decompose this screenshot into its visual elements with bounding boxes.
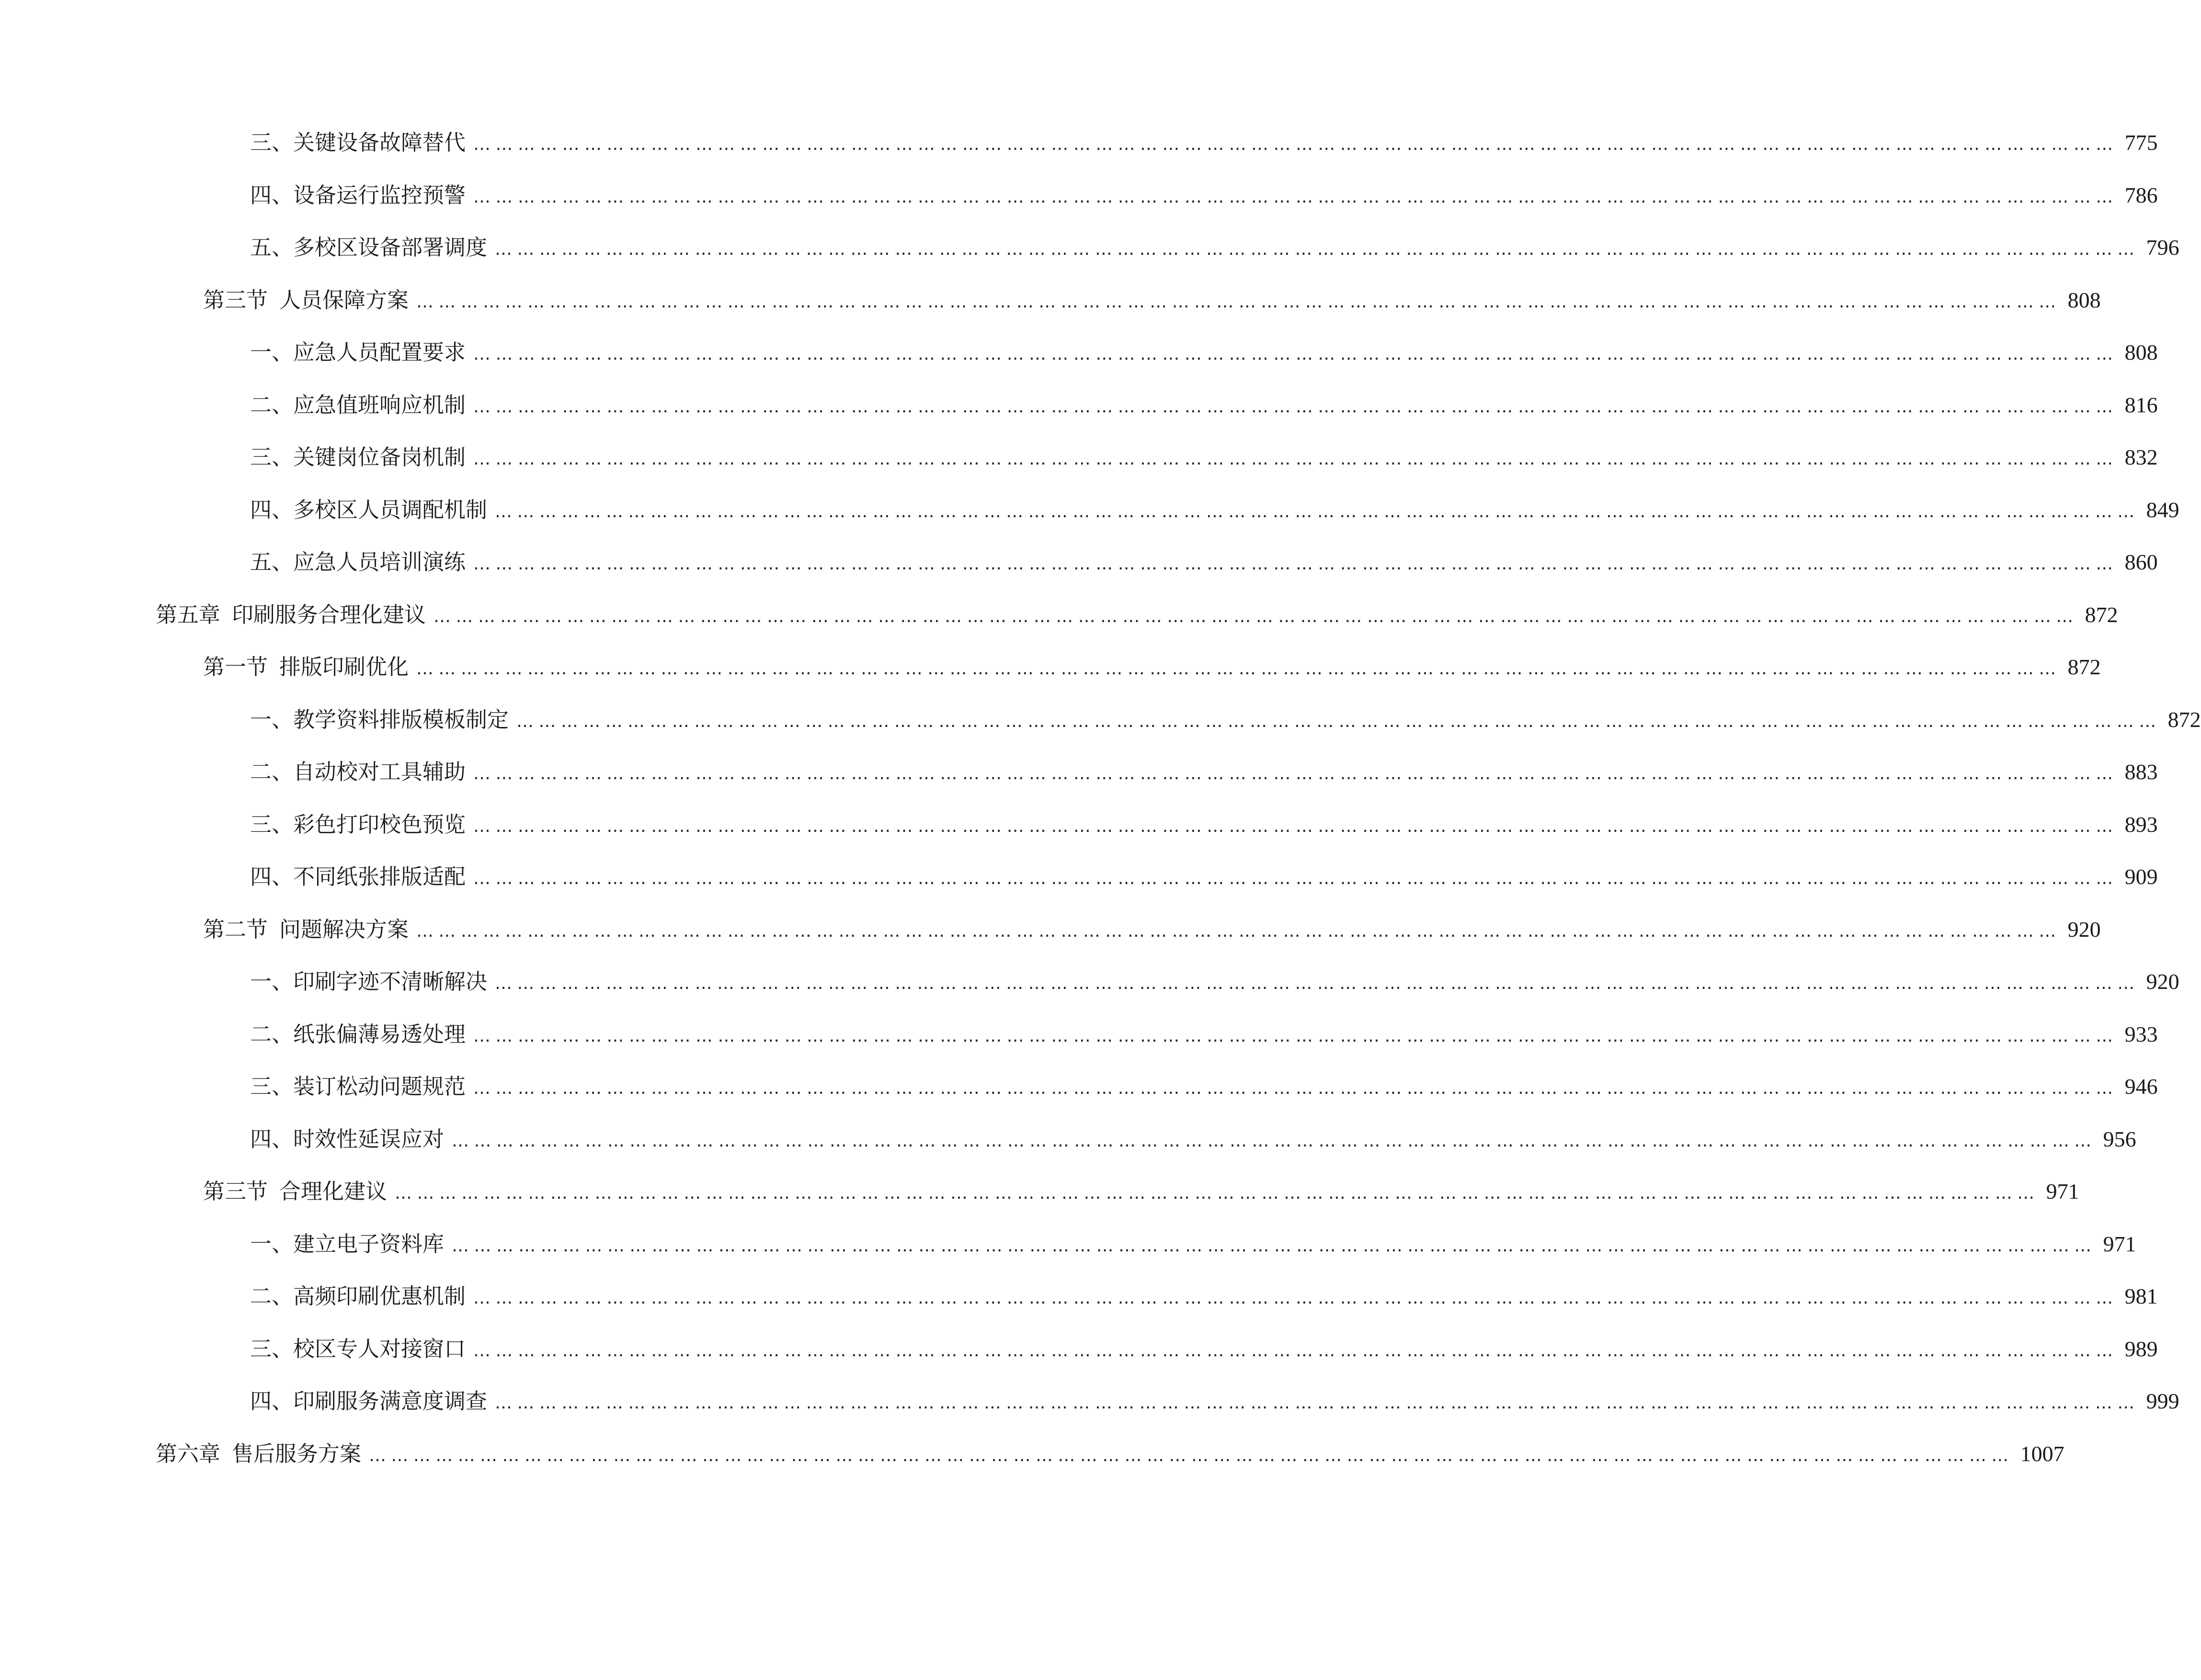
toc-entry-title: 关键岗位备岗机制 <box>293 444 466 470</box>
toc-entry-number: 第三节 <box>203 287 268 313</box>
dot-leader: …………………………………………………………………………………………………………………………………………………………………………………………………… <box>495 974 2140 993</box>
dot-leader: …………………………………………………………………………………………………………………………………………………………………………………………………… <box>473 554 2118 574</box>
toc-entry-number: 四、 <box>250 1388 294 1414</box>
toc-entry-page-number: 860 <box>2124 550 2158 574</box>
dot-leader: …………………………………………………………………………………………………………………………………………………………………………………………………… <box>473 449 2118 469</box>
toc-entry[interactable] <box>250 493 2179 527</box>
toc-entry[interactable] <box>250 965 2179 999</box>
dot-leader: …………………………………………………………………………………………………………………………………………………………………………………………………… <box>473 344 2118 364</box>
toc-entry-number: 一、 <box>250 707 294 732</box>
dot-leader: …………………………………………………………………………………………………………………………………………………………………………………………………… <box>452 1236 2097 1256</box>
toc-entry-page-number: 956 <box>2103 1127 2136 1151</box>
toc-entry[interactable] <box>156 1437 2064 1471</box>
dot-leader: …………………………………………………………………………………………………………………………………………………………………………………………………… <box>495 1393 2140 1413</box>
toc-entry-page-number: 808 <box>2067 288 2101 312</box>
toc-entry-title: 高频印刷优惠机制 <box>293 1283 466 1309</box>
toc-entry-number: 三、 <box>250 130 294 155</box>
toc-entry-number: 第一节 <box>203 654 268 680</box>
toc-entry-title: 关键设备故障替代 <box>293 130 466 155</box>
toc-entry[interactable] <box>203 1175 2079 1208</box>
dot-leader: …………………………………………………………………………………………………………………………………………………………………………………………………… <box>473 764 2118 783</box>
toc-entry[interactable] <box>250 755 2158 789</box>
toc-entry-page-number: 971 <box>2103 1232 2136 1256</box>
toc-entry-page-number: 872 <box>2067 655 2101 679</box>
toc-entry[interactable] <box>250 1123 2136 1156</box>
toc-entry-title: 人员保障方案 <box>279 287 409 313</box>
toc-entry-title: 时效性延误应对 <box>293 1126 445 1152</box>
toc-entry[interactable] <box>156 598 2118 632</box>
dot-leader: …………………………………………………………………………………………………………………………………………………………………………………………………… <box>473 869 2118 888</box>
toc-entry[interactable] <box>250 1280 2158 1313</box>
dot-leader: …………………………………………………………………………………………………………………………………………………………………………………………………… <box>416 921 2061 941</box>
toc-entry-page-number: 920 <box>2067 917 2101 942</box>
toc-entry-page-number: 816 <box>2124 393 2158 417</box>
toc-entry-page-number: 832 <box>2124 445 2158 469</box>
toc-entry-number: 五、 <box>250 549 294 575</box>
dot-leader: …………………………………………………………………………………………………………………………………………………………………………………………………… <box>433 607 2078 626</box>
toc-entry[interactable] <box>250 231 2179 264</box>
toc-entry[interactable] <box>250 336 2158 369</box>
toc-entry-page-number: 989 <box>2124 1337 2158 1361</box>
toc-entry-title: 印刷字迹不清晰解决 <box>293 969 488 994</box>
toc-entry[interactable] <box>250 388 2158 422</box>
toc-entry[interactable] <box>250 1332 2158 1366</box>
toc-entry-title: 建立电子资料库 <box>293 1231 445 1257</box>
toc-entry-number: 二、 <box>250 759 294 784</box>
toc-entry-number: 五、 <box>250 235 294 260</box>
toc-entry-title: 售后服务方案 <box>232 1441 362 1466</box>
toc-entry[interactable] <box>250 1227 2136 1261</box>
toc-entry-number: 一、 <box>250 969 294 994</box>
toc-entry-page-number: 849 <box>2146 498 2179 522</box>
toc-entry[interactable] <box>250 1070 2158 1103</box>
toc-entry-page-number: 909 <box>2124 864 2158 889</box>
toc-entry[interactable] <box>203 284 2101 317</box>
toc-entry-number: 四、 <box>250 864 294 889</box>
toc-entry[interactable] <box>203 650 2101 684</box>
toc-entry-number: 一、 <box>250 340 294 365</box>
toc-entry-page-number: 872 <box>2167 707 2201 732</box>
toc-entry-page-number: 946 <box>2124 1074 2158 1099</box>
dot-leader: …………………………………………………………………………………………………………………………………………………………………………………………………… <box>516 712 2161 731</box>
toc-entry-number: 三、 <box>250 812 294 837</box>
toc-entry-number: 二、 <box>250 1022 294 1047</box>
toc-entry-page-number: 981 <box>2124 1284 2158 1308</box>
toc-entry-number: 四、 <box>250 182 294 208</box>
toc-entry[interactable] <box>250 860 2158 894</box>
toc-entry-number: 第二节 <box>203 917 268 942</box>
toc-entry[interactable] <box>250 441 2158 474</box>
toc-entry-page-number: 971 <box>2046 1179 2079 1203</box>
dot-leader: …………………………………………………………………………………………………………………………………………………………………………………………………… <box>473 1288 2118 1308</box>
toc-entry-title: 应急人员配置要求 <box>293 340 466 365</box>
toc-entry[interactable] <box>250 1385 2179 1418</box>
toc-entry-number: 二、 <box>250 392 294 418</box>
toc-entry-page-number: 872 <box>2085 602 2118 627</box>
toc-entry-title: 自动校对工具辅助 <box>293 759 466 784</box>
toc-entry-title: 纸张偏薄易透处理 <box>293 1022 466 1047</box>
dot-leader: …………………………………………………………………………………………………………………………………………………………………………………………………… <box>416 659 2061 679</box>
dot-leader: …………………………………………………………………………………………………………………………………………………………………………………………………… <box>473 187 2118 207</box>
toc-entry-page-number: 893 <box>2124 812 2158 837</box>
dot-leader: …………………………………………………………………………………………………………………………………………………………………………………………………… <box>473 1341 2118 1361</box>
toc-entry-page-number: 933 <box>2124 1022 2158 1046</box>
toc-entry-title: 应急值班响应机制 <box>293 392 466 418</box>
toc-entry-title: 排版印刷优化 <box>279 654 409 680</box>
dot-leader: …………………………………………………………………………………………………………………………………………………………………………………………………… <box>473 1078 2118 1098</box>
dot-leader: …………………………………………………………………………………………………………………………………………………………………………………………………… <box>473 135 2118 154</box>
toc-entry-title: 多校区人员调配机制 <box>293 497 488 522</box>
toc-entry[interactable] <box>250 808 2158 841</box>
toc-entry-page-number: 1007 <box>2020 1442 2064 1466</box>
dot-leader: …………………………………………………………………………………………………………………………………………………………………………………………………… <box>452 1131 2097 1151</box>
dot-leader: …………………………………………………………………………………………………………………………………………………………………………………………………… <box>395 1183 2040 1203</box>
dot-leader: …………………………………………………………………………………………………………………………………………………………………………………………………… <box>473 1026 2118 1046</box>
toc-entry[interactable] <box>250 545 2158 579</box>
toc-entry-title: 问题解决方案 <box>279 917 409 942</box>
toc-entry-title: 设备运行监控预警 <box>293 182 466 208</box>
toc-entry-page-number: 796 <box>2146 235 2179 260</box>
toc-entry-title: 多校区设备部署调度 <box>293 235 488 260</box>
toc-entry[interactable] <box>250 1018 2158 1051</box>
toc-entry-page-number: 920 <box>2146 969 2179 994</box>
toc-entry-title: 合理化建议 <box>279 1179 388 1204</box>
dot-leader: …………………………………………………………………………………………………………………………………………………………………………………………………… <box>369 1446 2014 1465</box>
toc-entry-title: 装订松动问题规范 <box>293 1074 466 1099</box>
toc-entry-number: 三、 <box>250 1074 294 1099</box>
toc-entry-number: 第五章 <box>156 602 221 627</box>
toc-entry-title: 教学资料排版模板制定 <box>293 707 509 732</box>
dot-leader: …………………………………………………………………………………………………………………………………………………………………………………………………… <box>495 239 2140 259</box>
toc-entry-number: 三、 <box>250 444 294 470</box>
toc-entry-page-number: 808 <box>2124 340 2158 364</box>
toc-entry-number: 二、 <box>250 1283 294 1309</box>
toc-entry-title: 应急人员培训演练 <box>293 549 466 575</box>
toc-entry-number: 四、 <box>250 497 294 522</box>
dot-leader: …………………………………………………………………………………………………………………………………………………………………………………………………… <box>473 397 2118 417</box>
toc-entry-title: 彩色打印校色预览 <box>293 812 466 837</box>
toc-entry-title: 印刷服务合理化建议 <box>232 602 426 627</box>
toc-entry[interactable] <box>250 703 2201 737</box>
toc-entry-title: 校区专人对接窗口 <box>293 1336 466 1362</box>
toc-entry-title: 印刷服务满意度调查 <box>293 1388 488 1414</box>
toc-entry-number: 第六章 <box>156 1441 221 1466</box>
toc-entry-number: 四、 <box>250 1126 294 1152</box>
toc-entry-title: 不同纸张排版适配 <box>293 864 466 889</box>
toc-entry-number: 第三节 <box>203 1179 268 1204</box>
toc-entry[interactable] <box>250 126 2158 159</box>
toc-entry-page-number: 786 <box>2124 183 2158 207</box>
toc-entry-number: 三、 <box>250 1336 294 1362</box>
toc-entry-number: 一、 <box>250 1231 294 1257</box>
dot-leader: …………………………………………………………………………………………………………………………………………………………………………………………………… <box>495 502 2140 522</box>
toc-entry-page-number: 999 <box>2146 1389 2179 1413</box>
toc-entry[interactable] <box>250 179 2158 212</box>
toc-entry-page-number: 883 <box>2124 760 2158 784</box>
dot-leader: …………………………………………………………………………………………………………………………………………………………………………………………………… <box>473 817 2118 836</box>
toc-entry-page-number: 775 <box>2124 130 2158 155</box>
dot-leader: …………………………………………………………………………………………………………………………………………………………………………………………………… <box>416 292 2061 312</box>
toc-entry[interactable] <box>203 913 2101 946</box>
